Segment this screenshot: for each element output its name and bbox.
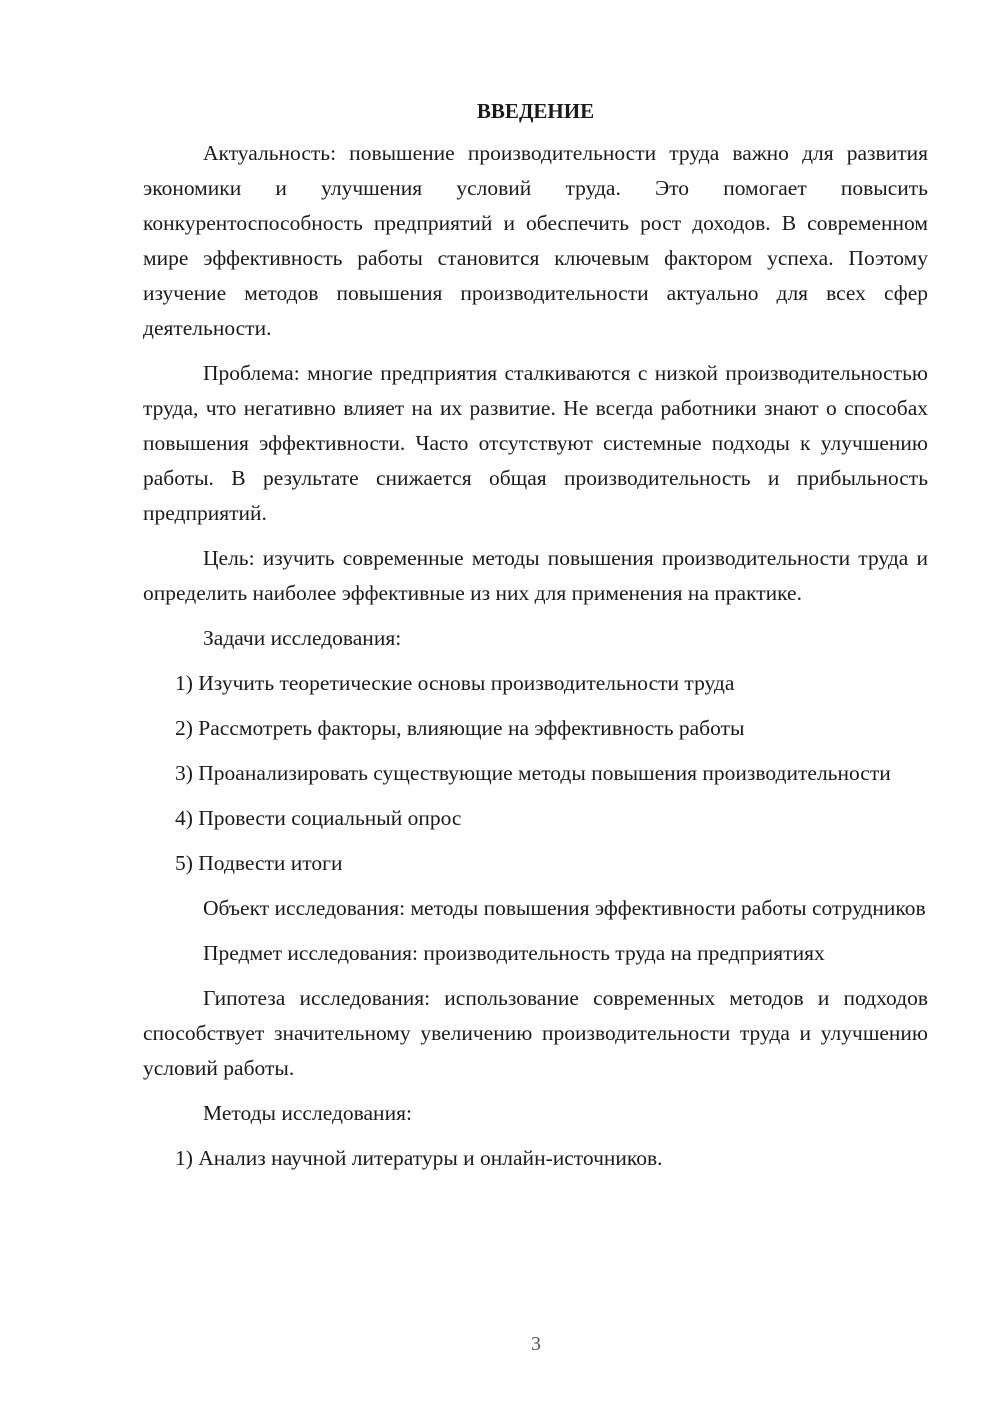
- paragraph-object: Объект исследования: методы повышения эффективности работы сотрудников: [203, 896, 926, 920]
- task-item-4: 4) Провести социальный опрос: [175, 806, 462, 830]
- task-item-2: 2) Рассмотреть факторы, влияющие на эффективность работы: [175, 716, 745, 740]
- tasks-heading: Задачи исследования:: [203, 626, 402, 650]
- paragraph-relevance: Актуальность: повышение производительности труда важно для развития экономики и улучшения условий труда. Это помогает повысить конкурентоспособность предприятий и обеспечить рост доходов. В современном мире эффективность работы становится ключевым фактором успеха. Поэтому изучение методов повышения производительности актуально для всех сфер деятельности.: [143, 141, 928, 340]
- document-page: [143, 96, 928, 1186]
- paragraph-hypothesis: Гипотеза исследования: использование современных методов и подходов способствует значительному увеличению производительности труда и улучшению условий работы.: [143, 986, 928, 1080]
- task-item-5: 5) Подвести итоги: [175, 851, 343, 875]
- task-item-3: 3) Проанализировать существующие методы повышения производительности: [175, 761, 891, 785]
- methods-heading: Методы исследования:: [203, 1101, 412, 1125]
- method-item-1: 1) Анализ научной литературы и онлайн-источников.: [175, 1146, 663, 1170]
- paragraph-goal: Цель: изучить современные методы повышения производительности труда и определить наиболее эффективные из них для применения на практике.: [143, 546, 928, 605]
- paragraph-problem: Проблема: многие предприятия сталкиваются с низкой производительностью труда, что негативно влияет на их развитие. Не всегда работники знают о способах повышения эффективности. Часто отсутствуют системные подходы к улучшению работы. В результате снижается общая производительность и прибыльность предприятий.: [143, 361, 928, 525]
- page-number: 3: [531, 1333, 541, 1355]
- paragraph-subject: Предмет исследования: производительность труда на предприятиях: [203, 941, 825, 965]
- task-item-1: 1) Изучить теоретические основы производительности труда: [175, 671, 735, 695]
- document-title: ВВЕДЕНИЕ: [476, 99, 595, 123]
